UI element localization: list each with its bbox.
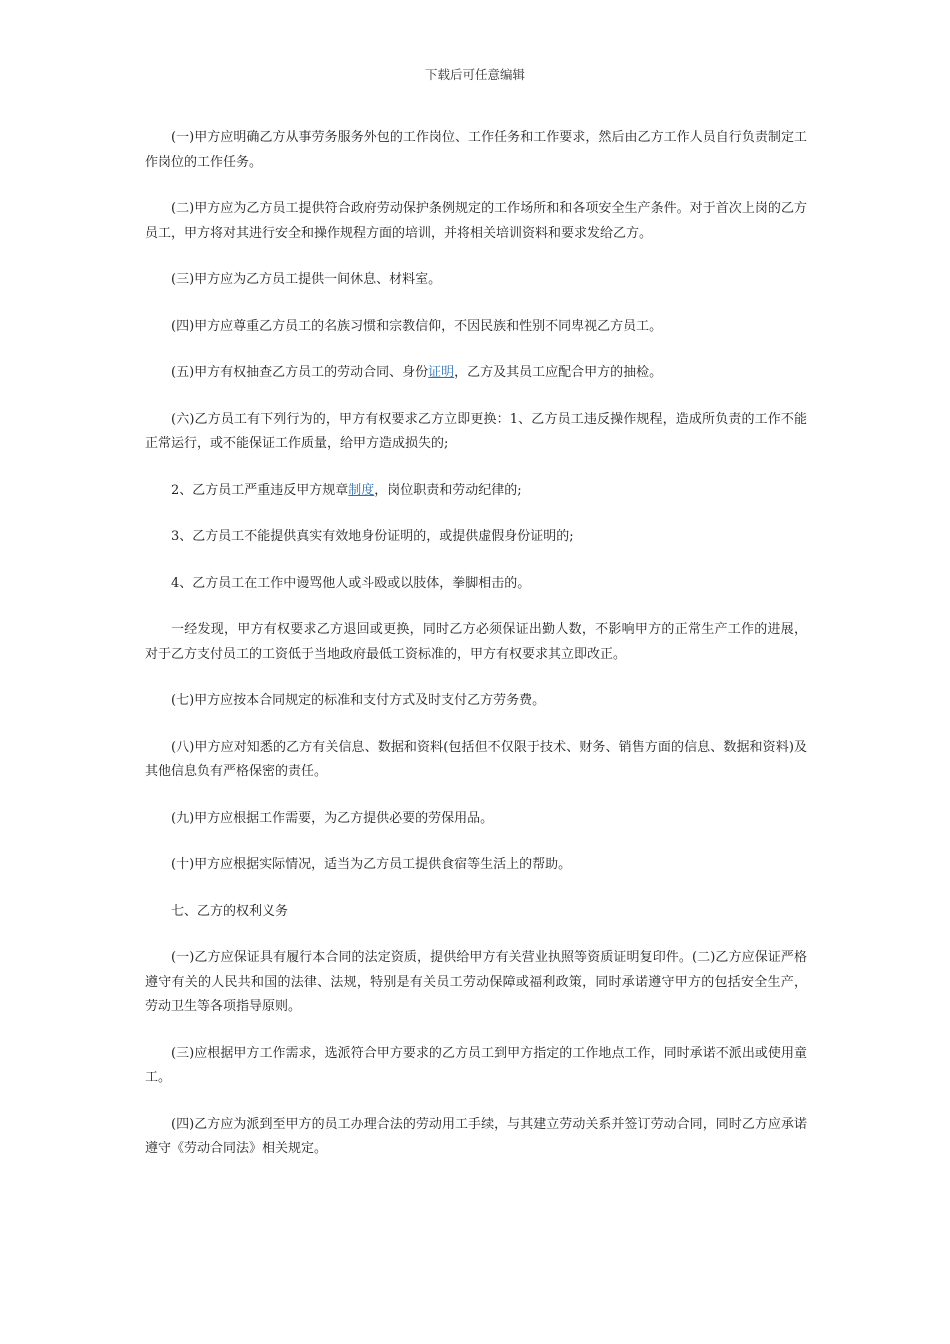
paragraph-8: 3、乙方员工不能提供真实有效地身份证明的，或提供虚假身份证明的; — [171, 529, 574, 544]
paragraph-6: (六)乙方员工有下列行为的，甲方有权要求乙方立即更换：1、乙方员工违反操作规程，造成所负责的工作不能正常运行，或不能保证工作质量，给甲方造成损失的; — [145, 411, 807, 451]
paragraph-13: (九)甲方应根据工作需要，为乙方提供必要的劳保用品。 — [171, 810, 494, 826]
paragraph-5-text-before: (五)甲方有权抽查乙方员工的劳动合同、身份 — [171, 365, 429, 380]
paragraph-7-text-after: ，岗位职责和劳动纪律的; — [374, 482, 522, 498]
paragraph-17: (三)应根据甲方工作需求，选派符合甲方要求的乙方员工到甲方指定的工作地点工作，同时承诺不派出或使用童工。 — [145, 1045, 807, 1085]
paragraph-11: (七)甲方应按本合同规定的标准和支付方式及时支付乙方劳务费。 — [171, 693, 546, 708]
paragraph-3: (三)甲方应为乙方员工提供一间休息、材料室。 — [171, 272, 442, 287]
paragraph-9: 4、乙方员工在工作中谩骂他人或斗殴或以肢体，拳脚相击的。 — [171, 575, 531, 591]
paragraph-14: (十)甲方应根据实际情况，适当为乙方员工提供食宿等生活上的帮助。 — [171, 857, 572, 872]
paragraph-7-text-before: 2、乙方员工严重违反甲方规章 — [171, 482, 349, 498]
paragraph-10: 一经发现，甲方有权要求乙方退回或更换，同时乙方必须保证出勤人数，不影响甲方的正常生产工作的进展，对于乙方支付员工的工资低于当地政府最低工资标准的，甲方有权要求其立即改正。 — [145, 622, 807, 662]
paragraph-5-text-after: ，乙方及其员工应配合甲方的抽检。 — [454, 365, 663, 380]
paragraph-5 — [145, 361, 807, 386]
paragraph-4: (四)甲方应尊重乙方员工的名族习惯和宗教信仰，不因民族和性别不同卑视乙方员工。 — [171, 318, 663, 334]
paragraph-7 — [145, 479, 807, 504]
page-header-note: 下载后可任意编辑 — [424, 67, 525, 82]
paragraph-2: (二)甲方应为乙方员工提供符合政府劳动保护条例规定的工作场所和和各项安全生产条件。对于首次上岗的乙方员工，甲方将对其进行安全和操作规程方面的培训，并将相关培训资料和要求发给乙方。 — [145, 201, 807, 241]
paragraph-18: (四)乙方应为派到至甲方的员工办理合法的劳动用工手续，与其建立劳动关系并签订劳动合同，同时乙方应承诺遵守《劳动合同法》相关规定。 — [145, 1116, 807, 1156]
section-heading: 七、乙方的权利义务 — [171, 903, 289, 919]
link-zhidu[interactable]: 制度 — [348, 482, 375, 498]
paragraph-12: (八)甲方应对知悉的乙方有关信息、数据和资料(包括但不仅限于技术、财务、销售方面的信息、数据和资料)及其他信息负有严格保密的责任。 — [145, 739, 807, 779]
paragraph-1: (一)甲方应明确乙方从事劳务服务外包的工作岗位、工作任务和工作要求，然后由乙方工作人员自行负责制定工作岗位的工作任务。 — [145, 130, 807, 170]
paragraph-16: (一)乙方应保证具有履行本合同的法定资质，提供给甲方有关营业执照等资质证明复印件。(二)乙方应保证严格遵守有关的人民共和国的法律、法规，特别是有关员工劳动保障或福利政策，同时承诺遵守甲方的包括安全生产，劳动卫生等各项指导原则。 — [145, 950, 807, 1014]
link-zhengming[interactable]: 证明 — [428, 365, 455, 380]
document-body — [145, 126, 807, 1184]
